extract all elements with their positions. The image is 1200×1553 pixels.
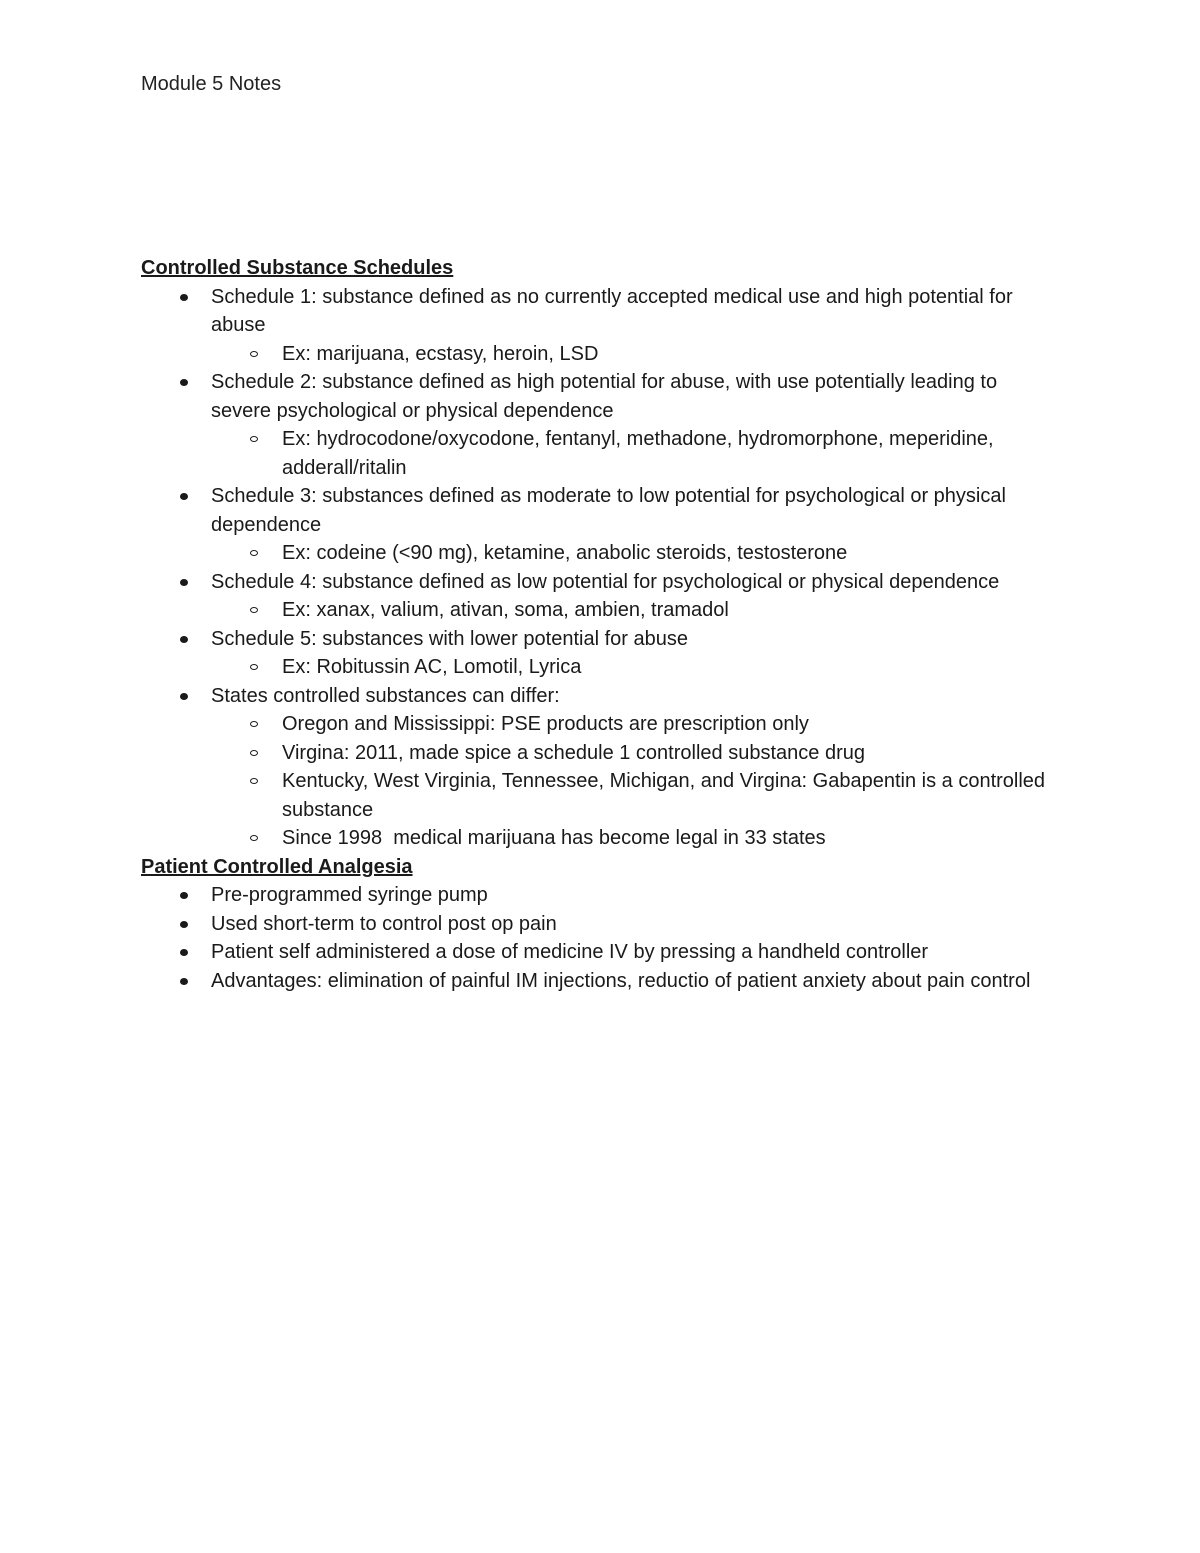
- filled-bullet-icon: [180, 892, 188, 899]
- list-item: [141, 625, 1061, 682]
- hollow-bullet-icon: [250, 721, 258, 727]
- sub-list: [211, 539, 1061, 568]
- sub-list: [211, 425, 1061, 482]
- list-item-text: Schedule 5: substances with lower potential for abuse: [211, 627, 688, 650]
- sub-list-item: [211, 767, 1061, 824]
- document-title: Module 5 Notes: [141, 73, 282, 95]
- sub-list: [211, 653, 1061, 682]
- list-item: [141, 368, 1061, 482]
- list-item-text: States controlled substances can differ:: [211, 684, 560, 707]
- sub-list-item-text: Ex: codeine (<90 mg), ketamine, anabolic steroids, testosterone: [282, 542, 848, 564]
- sub-list-item: [211, 425, 1061, 482]
- controlled-substances-list: [141, 283, 1061, 853]
- filled-bullet-icon: [180, 294, 188, 301]
- sub-list-item: [211, 653, 1061, 682]
- hollow-bullet-icon: [250, 835, 258, 841]
- hollow-bullet-icon: [250, 351, 258, 357]
- list-item: [141, 568, 1061, 625]
- list-item: [141, 881, 1061, 910]
- filled-bullet-icon: [180, 921, 188, 928]
- hollow-bullet-icon: [250, 750, 258, 756]
- sub-list-item-text: Ex: xanax, valium, ativan, soma, ambien, tramadol: [282, 599, 729, 621]
- filled-bullet-icon: [180, 379, 188, 386]
- sub-list-item-text: Kentucky, West Virginia, Tennessee, Michigan, and Virgina: Gabapentin is a controlled substance: [282, 770, 1046, 821]
- hollow-bullet-icon: [250, 436, 258, 442]
- document-body: [141, 254, 1061, 995]
- list-item-text: Schedule 4: substance defined as low potential for psychological or physical dependence: [211, 570, 1000, 593]
- sub-list-item: [211, 596, 1061, 625]
- list-item-text: Advantages: elimination of painful IM injections, reductio of patient anxiety about pain control: [211, 969, 1031, 992]
- filled-bullet-icon: [180, 978, 188, 985]
- filled-bullet-icon: [180, 579, 188, 586]
- list-item-text: Used short-term to control post op pain: [211, 912, 557, 935]
- list-item: [141, 482, 1061, 568]
- sub-list: [211, 596, 1061, 625]
- sub-list-item-text: Ex: Robitussin AC, Lomotil, Lyrica: [282, 656, 582, 678]
- filled-bullet-icon: [180, 949, 188, 956]
- sub-list-item-text: Virgina: 2011, made spice a schedule 1 controlled substance drug: [282, 741, 865, 764]
- hollow-bullet-icon: [250, 550, 258, 556]
- sub-list-item-text: Oregon and Mississippi: PSE products are prescription only: [282, 713, 809, 735]
- filled-bullet-icon: [180, 693, 188, 700]
- section-heading-patient-controlled-analgesia: Patient Controlled Analgesia: [141, 855, 413, 878]
- list-item-text: Schedule 2: substance defined as high potential for abuse, with use potentially leading to severe psychological or physical dependence: [211, 371, 998, 422]
- hollow-bullet-icon: [250, 607, 258, 613]
- list-item: [141, 938, 1061, 967]
- hollow-bullet-icon: [250, 664, 258, 670]
- section-heading-controlled-substances: Controlled Substance Schedules: [141, 257, 454, 279]
- list-item-text: Schedule 1: substance defined as no currently accepted medical use and high potential for abuse: [211, 285, 1013, 336]
- list-item: [141, 283, 1061, 369]
- list-item: [141, 967, 1061, 996]
- sub-list-item: [211, 824, 1061, 853]
- sub-list: [211, 710, 1061, 853]
- filled-bullet-icon: [180, 636, 188, 643]
- sub-list-item: [211, 539, 1061, 568]
- list-item-text: Schedule 3: substances defined as moderate to low potential for psychological or physical dependence: [211, 485, 1006, 536]
- filled-bullet-icon: [180, 493, 188, 500]
- list-item-text: Patient self administered a dose of medicine IV by pressing a handheld controller: [211, 941, 929, 963]
- list-item-text: Pre-programmed syringe pump: [211, 884, 488, 906]
- hollow-bullet-icon: [250, 778, 258, 784]
- list-item: [141, 910, 1061, 939]
- sub-list-item: [211, 739, 1061, 768]
- sub-list-item: [211, 710, 1061, 739]
- sub-list-item: [211, 340, 1061, 369]
- list-item: [141, 682, 1061, 853]
- sub-list-item-text: Since 1998 medical marijuana has become legal in 33 states: [282, 827, 826, 849]
- sub-list: [211, 340, 1061, 369]
- pca-list: [141, 881, 1061, 995]
- sub-list-item-text: Ex: hydrocodone/oxycodone, fentanyl, methadone, hydromorphone, meperidine, adderall/ritalin: [282, 428, 994, 479]
- sub-list-item-text: Ex: marijuana, ecstasy, heroin, LSD: [282, 342, 599, 365]
